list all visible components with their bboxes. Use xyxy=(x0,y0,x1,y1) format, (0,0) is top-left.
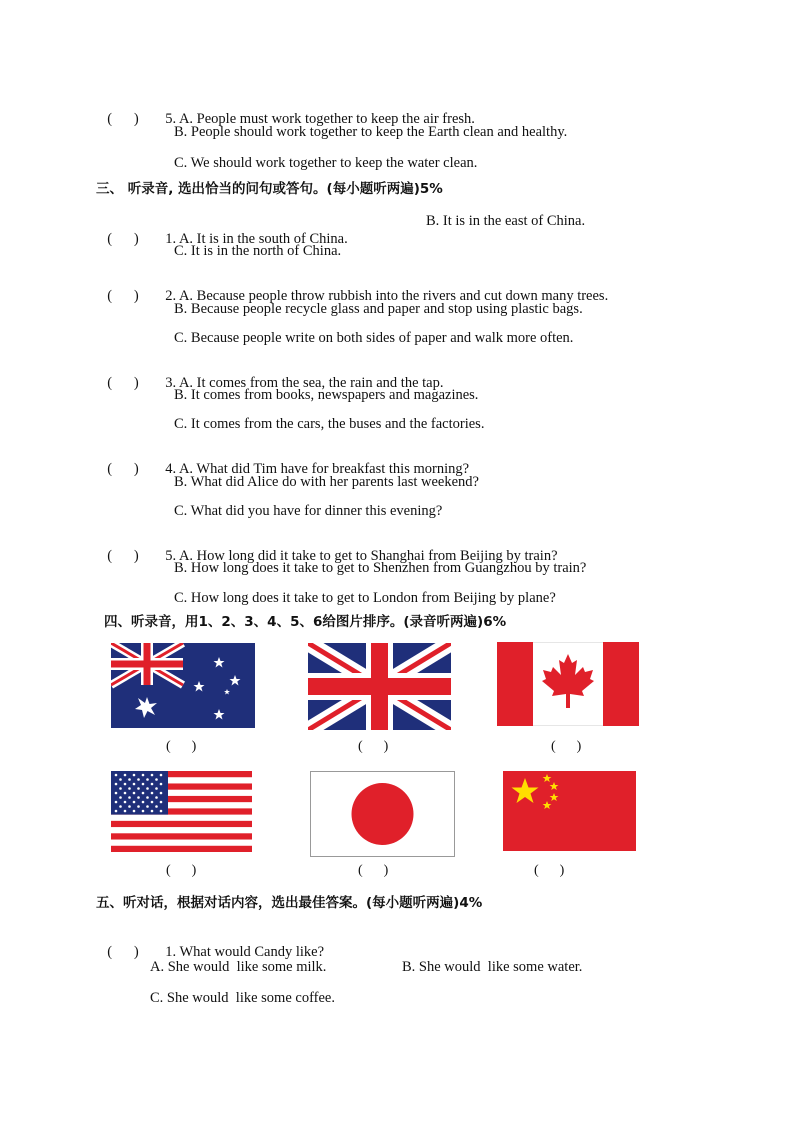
question-text: 4. A. What did Tim have for breakfast this morning? xyxy=(165,461,470,477)
s3-q5-option-c: C. How long does it take to get to London from Beijing by plane? xyxy=(174,590,556,606)
s3-q1-option-b: B. It is in the east of China. xyxy=(426,213,586,229)
question-text: 5. A. How long did it take to get to Shanghai from Beijing by train? xyxy=(165,548,558,564)
question-text: 3. A. It comes from the sea, the rain and the tap. xyxy=(165,375,444,391)
s5-q1-option-c: C. She would like some coffee. xyxy=(150,990,335,1006)
answer-blank[interactable]: ( ) xyxy=(107,375,139,391)
flag-answer-blank-3[interactable]: ( ) xyxy=(551,739,582,754)
s3-q5-option-b: B. How long does it take to get to Shenzhen from Guangzhou by train? xyxy=(174,560,587,576)
s3-q3-option-c: C. It comes from the cars, the buses and the factories. xyxy=(174,416,485,432)
s5-q1-option-b: B. She would like some water. xyxy=(402,959,583,975)
question-text: 1. A. It is in the south of China. xyxy=(165,231,348,247)
s2-q5-option-b: B. People should work together to keep the Earth clean and healthy. xyxy=(174,124,568,140)
s2-q5-option-c: C. We should work together to keep the water clean. xyxy=(174,155,478,171)
s3-q4-option-b: B. What did Alice do with her parents last weekend? xyxy=(174,474,479,490)
answer-blank[interactable]: ( ) xyxy=(107,231,139,247)
flag-answer-blank-1[interactable]: ( ) xyxy=(166,739,197,754)
answer-blank[interactable]: ( ) xyxy=(107,944,139,960)
s3-q2-option-b: B. Because people recycle glass and paper and stop using plastic bags. xyxy=(174,301,583,317)
s3-q1-option-c: C. It is in the north of China. xyxy=(174,243,342,259)
uk-flag-icon xyxy=(308,643,451,730)
s3-q2-option-c: C. Because people write on both sides of paper and walk more often. xyxy=(174,330,574,346)
answer-blank[interactable]: ( ) xyxy=(107,111,139,127)
question-text: 5. A. People must work together to keep the air fresh. xyxy=(165,111,475,127)
japan-flag-icon xyxy=(310,771,455,857)
china-flag-icon xyxy=(503,771,636,851)
flag-answer-blank-6[interactable]: ( ) xyxy=(534,863,565,878)
answer-blank[interactable]: ( ) xyxy=(107,461,139,477)
section5-heading: 五、听对话，根据对话内容，选出最佳答案。(每小题听两遍)4% xyxy=(96,895,483,911)
answer-blank[interactable]: ( ) xyxy=(107,288,139,304)
canada-flag-icon xyxy=(497,642,639,726)
section3-heading: 三、 听录音, 选出恰当的问句或答句。(每小题听两遍)5% xyxy=(96,181,443,197)
s5-q1-option-a: A. She would like some milk. xyxy=(150,959,327,975)
answer-blank[interactable]: ( ) xyxy=(107,548,139,564)
flag-answer-blank-4[interactable]: ( ) xyxy=(166,863,197,878)
question-text: 2. A. Because people throw rubbish into the rivers and cut down many trees. xyxy=(165,288,609,304)
s3-q4-option-c: C. What did you have for dinner this evening? xyxy=(174,503,443,519)
question-text: 1. What would Candy like? xyxy=(165,944,325,960)
usa-flag-icon xyxy=(111,771,252,852)
s3-q3-option-b: B. It comes from books, newspapers and magazines. xyxy=(174,387,479,403)
australia-flag-icon xyxy=(111,643,255,728)
flag-answer-blank-5[interactable]: ( ) xyxy=(358,863,389,878)
s5-q1-question xyxy=(100,925,324,961)
flag-answer-blank-2[interactable]: ( ) xyxy=(358,739,389,754)
section4-heading: 四、听录音，用1、2、3、4、5、6给图片排序。(录音听两遍)6% xyxy=(104,614,507,630)
